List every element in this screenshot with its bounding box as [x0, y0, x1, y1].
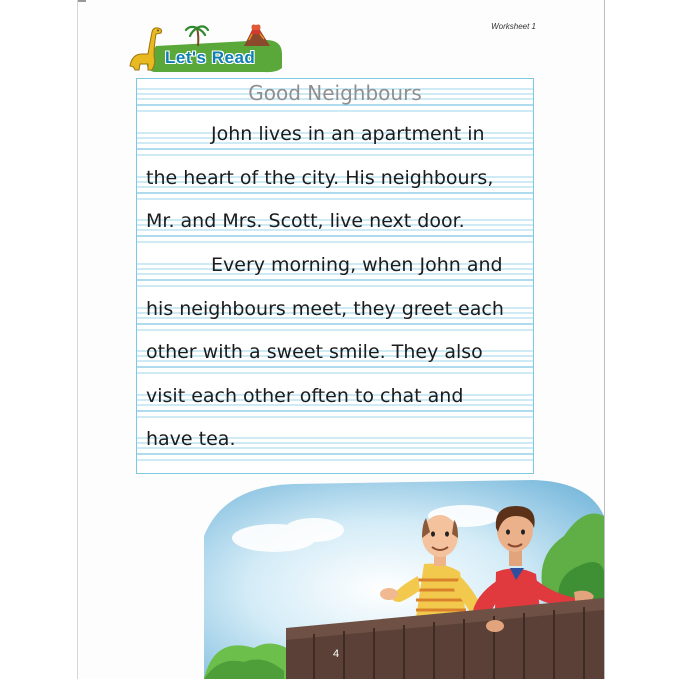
- story-line: other with a sweet smile. They also: [146, 341, 483, 363]
- story-line: John lives in an apartment in: [211, 123, 485, 145]
- neighbours-scene: [204, 476, 604, 679]
- volcano-icon: [244, 25, 270, 46]
- story-line: his neighbours meet, they greet each: [146, 298, 504, 320]
- lets-read-logo: [126, 24, 286, 74]
- story-line: visit each other often to chat and: [146, 385, 464, 407]
- ruled-reading-box: [136, 78, 534, 474]
- story-title: Good Neighbours: [248, 81, 422, 105]
- neighbours-illustration: [204, 476, 604, 679]
- story-line: have tea.: [146, 428, 236, 450]
- story-line: Mr. and Mrs. Scott, live next door.: [146, 210, 465, 232]
- hands-on-fence: [486, 620, 504, 632]
- page-number: 4: [333, 648, 340, 660]
- story-line: Every morning, when John and: [211, 254, 503, 276]
- corner-mark: [78, 0, 86, 2]
- worksheet-label: Worksheet 1: [491, 22, 536, 31]
- palm-tree-icon: [186, 26, 208, 46]
- logo-text: Let's Read: [165, 48, 256, 67]
- story-line: the heart of the city. His neighbours,: [146, 167, 494, 189]
- worksheet-page: [77, 0, 605, 679]
